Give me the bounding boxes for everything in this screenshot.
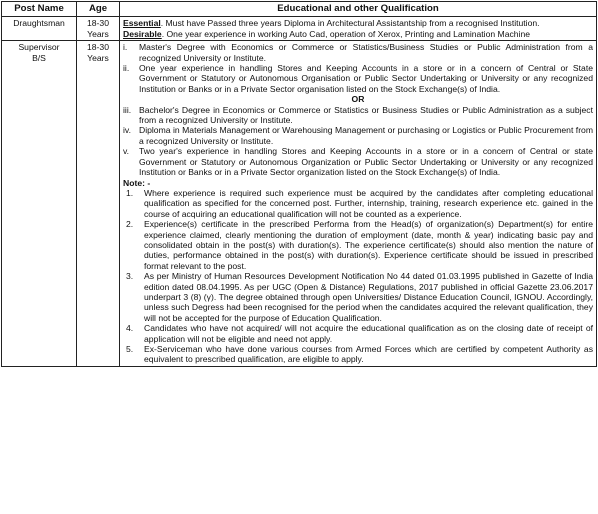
list-item — [123, 125, 593, 146]
post-name-cell — [2, 41, 77, 367]
age-cell — [77, 17, 120, 41]
item-text: One year experience in handling Stores and Keeping Accounts in a store or in a concern of Central or State Government or Statutory or Autonomous Organisation or Public Sector Undertaking or University or any recognized Institution or Banks or in a Private Sector organisation listed on the Stock Exchange(s) of India. — [139, 63, 593, 94]
desirable-label: Desirable — [123, 28, 162, 39]
note-item — [123, 344, 593, 365]
table-row — [2, 17, 597, 41]
age-range: 18-30 — [87, 42, 109, 53]
age-cell — [77, 41, 120, 367]
list-item — [123, 42, 593, 63]
note-item — [123, 271, 593, 323]
note-number: 3. — [126, 271, 134, 282]
note-number: 1. — [126, 187, 134, 198]
qualification-cell — [120, 17, 597, 41]
age-unit: Years — [87, 28, 109, 39]
note-text: Candidates who have not acquired/ will not acquire the educational qualification as on the closing date of receipt of application will not be eligible and need not apply. — [144, 323, 593, 344]
header-row — [2, 2, 597, 17]
age-unit: Years — [87, 52, 109, 63]
header-age: Age — [77, 2, 120, 17]
note-number: 5. — [126, 344, 134, 354]
table-row — [2, 41, 597, 367]
note-text: Where experience is required such experience must be acquired by the candidates after completing educational qualification as specified for the concerned post. Further, internship, training, research experience etc. gained in the course of acquiring an educational qualification will not be counted as a experience. — [144, 187, 593, 219]
header-post-name: Post Name — [2, 2, 77, 17]
essential-text: . Must have Passed three years Diploma in Architectural Assistantship from a recognised Institution. — [160, 18, 540, 29]
age-range: 18-30 — [87, 18, 109, 29]
post-subname: B/S — [32, 52, 46, 63]
item-text: Master's Degree with Economics or Commerce or Statistics/Business Studies or Public Administration from a recognized University or Institute. — [139, 42, 593, 63]
post-name-cell — [2, 17, 77, 41]
desirable-text: . One year experience in working Auto Cad, operation of Xerox, Printing and Lamination Machine — [161, 28, 531, 39]
item-text: Diploma in Materials Management or Warehousing Management or purchasing or Logistics or Public Procurement from a recognized University or Institute. — [139, 125, 593, 146]
list-item — [123, 146, 593, 177]
note-text: Experience(s) certificate in the prescribed Performa from the Head(s) of organization(s) Department(s) for entire experience claimed, clearly mentioning the duration of employment (date, month & year) indicating basic pay and consolidated obtain in the post(s) with duration(s). The experience certificate(s) should also mention the nature of duties, performance obtained in the post(s) with duration(s). Experience certificate should be issued in prescribed format relevant to the post. — [144, 219, 593, 271]
item-number: v. — [123, 146, 130, 157]
note-number: 2. — [126, 219, 134, 230]
note-item — [123, 188, 593, 219]
item-number: iii. — [123, 104, 132, 115]
post-name: Draughtsman — [13, 18, 65, 29]
desirable-paragraph — [123, 29, 593, 39]
post-name: Supervisor — [18, 42, 60, 53]
note-item — [123, 219, 593, 271]
note-text: As per Ministry of Human Resources Development Notification No 44 dated 01.03.1995 published in Gazette of India edition dated 08.04.1995. As per UGC (Open & Distance) Regulations, 2017 published in official Gazette 23.06.2017 underpart 3 (8) (γ). The degree obtained through open Universities/ Distance Education Council, IGNOU. Accordingly, unless such Degress had been recognised for the period when the candidates acquired the relevant qualification, they will not be accepted for the purpose of Education Qualification. — [144, 271, 593, 323]
note-heading: Note: - — [123, 177, 151, 188]
qualification-table — [1, 1, 597, 367]
note-text: Ex-Serviceman who have done various courses from Armed Forces which are certified by competent Authority as equivalent to prescribed qualification, are eligible to apply. — [144, 344, 593, 365]
note-number: 4. — [126, 323, 134, 334]
qualification-cell — [120, 41, 597, 367]
list-item — [123, 105, 593, 126]
item-number: ii. — [123, 63, 130, 74]
or-separator: OR — [351, 94, 365, 105]
item-text: Bachelor's Degree in Economics or Commerce or Statistics or Business Studies or Public Administration as a subject from a recognized University or Institute. — [139, 104, 593, 126]
item-text: Two year's experience in handling Stores and Keeping Accounts in a store or in a concern of Central or state Government or Statutory or Autonomous Organization or Public Sector Undertaking or University or any recognized Institution or Banks or in a Private Sector organization listed on the Stock Exchange(s) of India. — [139, 146, 593, 178]
list-item — [123, 63, 593, 94]
essential-label: Essential — [123, 18, 161, 29]
item-number: i. — [123, 42, 128, 53]
essential-paragraph — [123, 18, 593, 28]
note-item — [123, 323, 593, 344]
item-number: iv. — [123, 125, 131, 136]
header-qualification: Educational and other Qualification — [120, 2, 597, 17]
